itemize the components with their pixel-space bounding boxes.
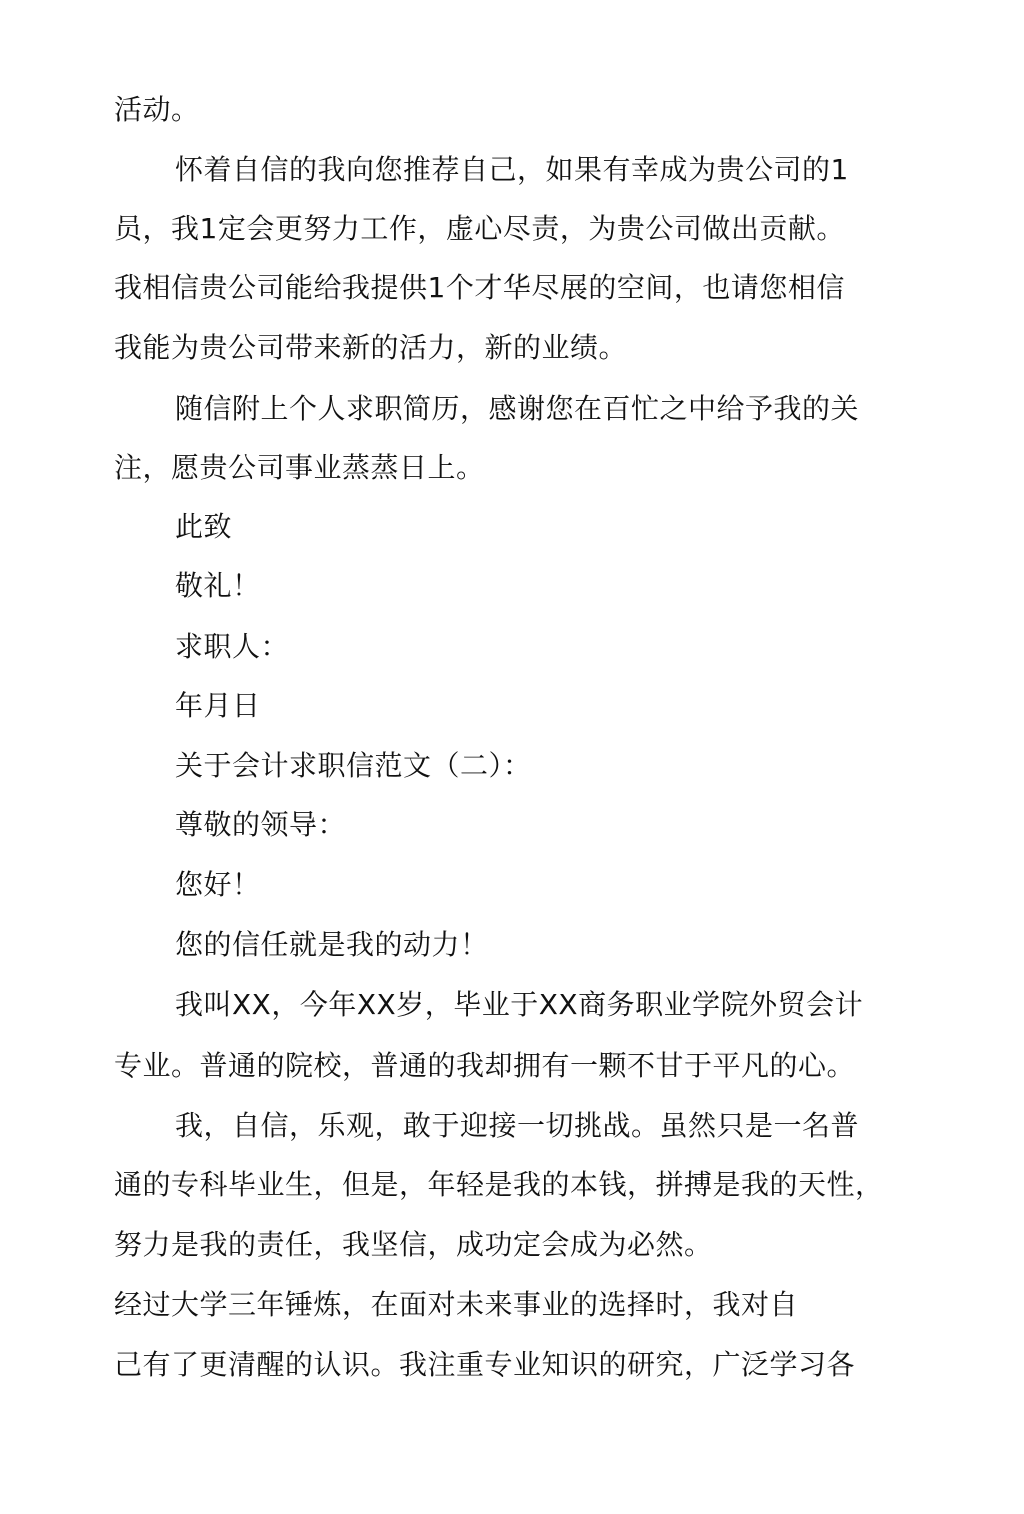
- paragraph-line: 我叫XX，今年XX岁，毕业于XX商务职业学院外贸会计: [175, 988, 864, 1021]
- text-line: 活动。: [114, 93, 200, 126]
- signature-line: 求职人：: [175, 630, 290, 663]
- greeting-line: 您好！: [175, 868, 261, 901]
- closing-line: 此致: [175, 510, 233, 543]
- paragraph-line: 怀着自信的我向您推荐自己，如果有幸成为贵公司的1: [175, 153, 849, 186]
- text-line: 己有了更清醒的认识。我注重专业知识的研究，广泛学习各: [114, 1348, 856, 1381]
- text-line: 专业。普通的院校，普通的我却拥有一颗不甘于平凡的心。: [114, 1049, 856, 1082]
- section-title: 关于会计求职信范文（二）：: [175, 749, 532, 782]
- text-line: 努力是我的责任，我坚信，成功定会成为必然。: [114, 1228, 713, 1261]
- paragraph-line: 您的信任就是我的动力！: [175, 928, 489, 961]
- paragraph-line: 我，自信，乐观，敢于迎接一切挑战。虽然只是一名普: [175, 1109, 860, 1142]
- text-line: 经过大学三年锤炼，在面对未来事业的选择时，我对自: [114, 1288, 799, 1321]
- date-line: 年月日: [175, 689, 261, 722]
- text-line: 员，我1定会更努力工作，虚心尽责，为贵公司做出贡献。: [114, 212, 845, 245]
- text-line: 通的专科毕业生，但是，年轻是我的本钱，拼搏是我的天性，: [114, 1168, 884, 1201]
- text-line: 我能为贵公司带来新的活力，新的业绩。: [114, 331, 628, 364]
- salutation-line: 敬礼！: [175, 569, 261, 602]
- text-line: 我相信贵公司能给我提供1个才华尽展的空间，也请您相信: [114, 271, 845, 304]
- text-line: 注，愿贵公司事业蒸蒸日上。: [114, 451, 485, 484]
- greeting-line: 尊敬的领导：: [175, 808, 347, 841]
- paragraph-line: 随信附上个人求职简历，感谢您在百忙之中给予我的关: [175, 392, 860, 425]
